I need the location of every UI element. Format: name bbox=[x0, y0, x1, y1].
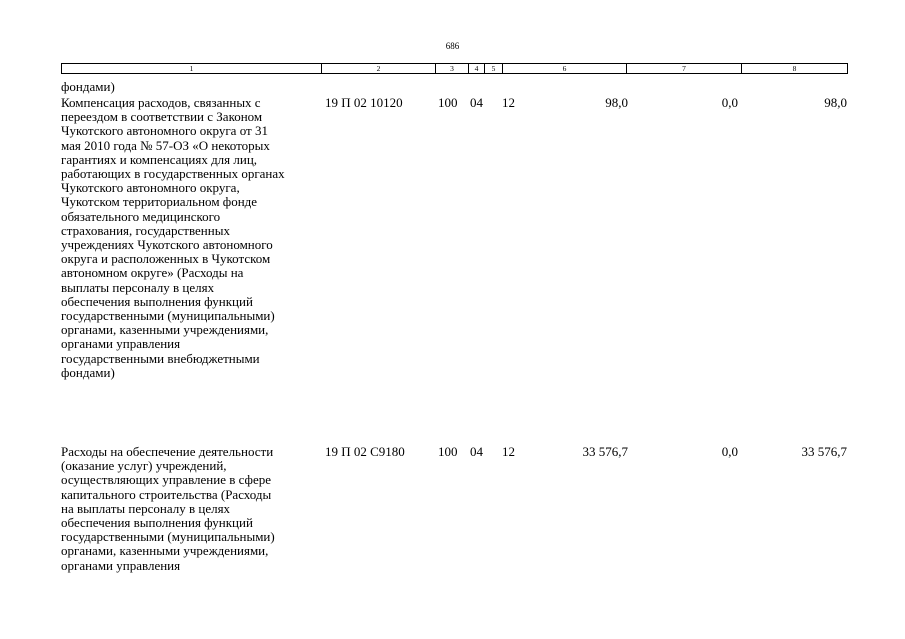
table-row-description bbox=[61, 445, 323, 573]
table-row-col8: 33 576,7 bbox=[801, 444, 847, 459]
description-line: страхования, государственных bbox=[61, 222, 230, 238]
description-line: выплаты персоналу в целях bbox=[61, 279, 215, 295]
description-line: государственными (муниципальными) bbox=[61, 308, 275, 324]
description-line: органами, казенными учреждениями, bbox=[61, 322, 269, 338]
description-line: фондами) bbox=[61, 364, 115, 380]
description-line: капитального строительства (Расходы bbox=[61, 486, 272, 502]
description-line: обеспечения выполнения функций bbox=[61, 293, 253, 309]
description-line: обязательного медицинского bbox=[61, 208, 221, 224]
description-line: мая 2010 года № 57-ОЗ «О некоторых bbox=[61, 137, 270, 153]
description-line: переездом в соответствии с Законом bbox=[61, 109, 263, 125]
description-line: органами управления bbox=[61, 557, 181, 573]
description-line: государственными (муниципальными) bbox=[61, 529, 275, 545]
table-row-code: 19 П 02 10120 bbox=[325, 95, 403, 110]
table-row-code: 19 П 02 С9180 bbox=[325, 444, 405, 459]
description-line: работающих в государственных органах bbox=[61, 166, 285, 182]
description-line: на выплаты персоналу в целях bbox=[61, 500, 231, 516]
table-row-description bbox=[61, 96, 323, 380]
description-line: органами, казенными учреждениями, bbox=[61, 543, 269, 559]
description-line: (оказание услуг) учреждений, bbox=[61, 458, 227, 474]
description-line: учреждениях Чукотского автономного bbox=[61, 237, 273, 253]
column-header-3: 3 bbox=[436, 64, 469, 73]
description-line: гарантиях и компенсациях для лиц, bbox=[61, 151, 258, 167]
table-row-col7: 0,0 bbox=[721, 95, 738, 110]
table-row-col8: 98,0 bbox=[824, 95, 847, 110]
table-row-pr: 12 bbox=[502, 95, 515, 110]
column-header-5: 5 bbox=[485, 64, 503, 73]
description-line: округа и расположенных в Чукотском bbox=[61, 251, 271, 267]
table-row-rz: 04 bbox=[470, 95, 483, 110]
description-line: Чукотского автономного округа от 31 bbox=[61, 123, 268, 139]
table-column-header bbox=[61, 63, 848, 74]
description-line: Компенсация расходов, связанных с bbox=[61, 95, 261, 110]
table-row-col6: 33 576,7 bbox=[582, 444, 628, 459]
column-header-6: 6 bbox=[503, 64, 627, 73]
table-row-vr: 100 bbox=[438, 95, 458, 110]
column-header-7: 7 bbox=[627, 64, 742, 73]
column-header-1: 1 bbox=[62, 64, 322, 73]
description-line: осуществляющих управление в сфере bbox=[61, 472, 272, 488]
description-line: обеспечения выполнения функций bbox=[61, 515, 253, 531]
description-line: Расходы на обеспечение деятельности bbox=[61, 444, 274, 459]
description-line: государственными внебюджетными bbox=[61, 350, 260, 366]
column-header-4: 4 bbox=[469, 64, 485, 73]
description-line: автономном округе» (Расходы на bbox=[61, 265, 244, 281]
column-header-8: 8 bbox=[792, 64, 797, 73]
table-row-rz: 04 bbox=[470, 444, 483, 459]
table-row-col6: 98,0 bbox=[605, 95, 628, 110]
column-header-2: 2 bbox=[322, 64, 436, 73]
description-line: Чукотском территориальном фонде bbox=[61, 194, 258, 210]
description-line: органами управления bbox=[61, 336, 181, 352]
continuation-text: фондами) bbox=[61, 79, 115, 94]
table-row-col7: 0,0 bbox=[721, 444, 738, 459]
description-line: Чукотского автономного округа, bbox=[61, 180, 240, 196]
table-row-pr: 12 bbox=[502, 444, 515, 459]
page-number: 686 bbox=[445, 41, 460, 51]
table-row-vr: 100 bbox=[438, 444, 458, 459]
